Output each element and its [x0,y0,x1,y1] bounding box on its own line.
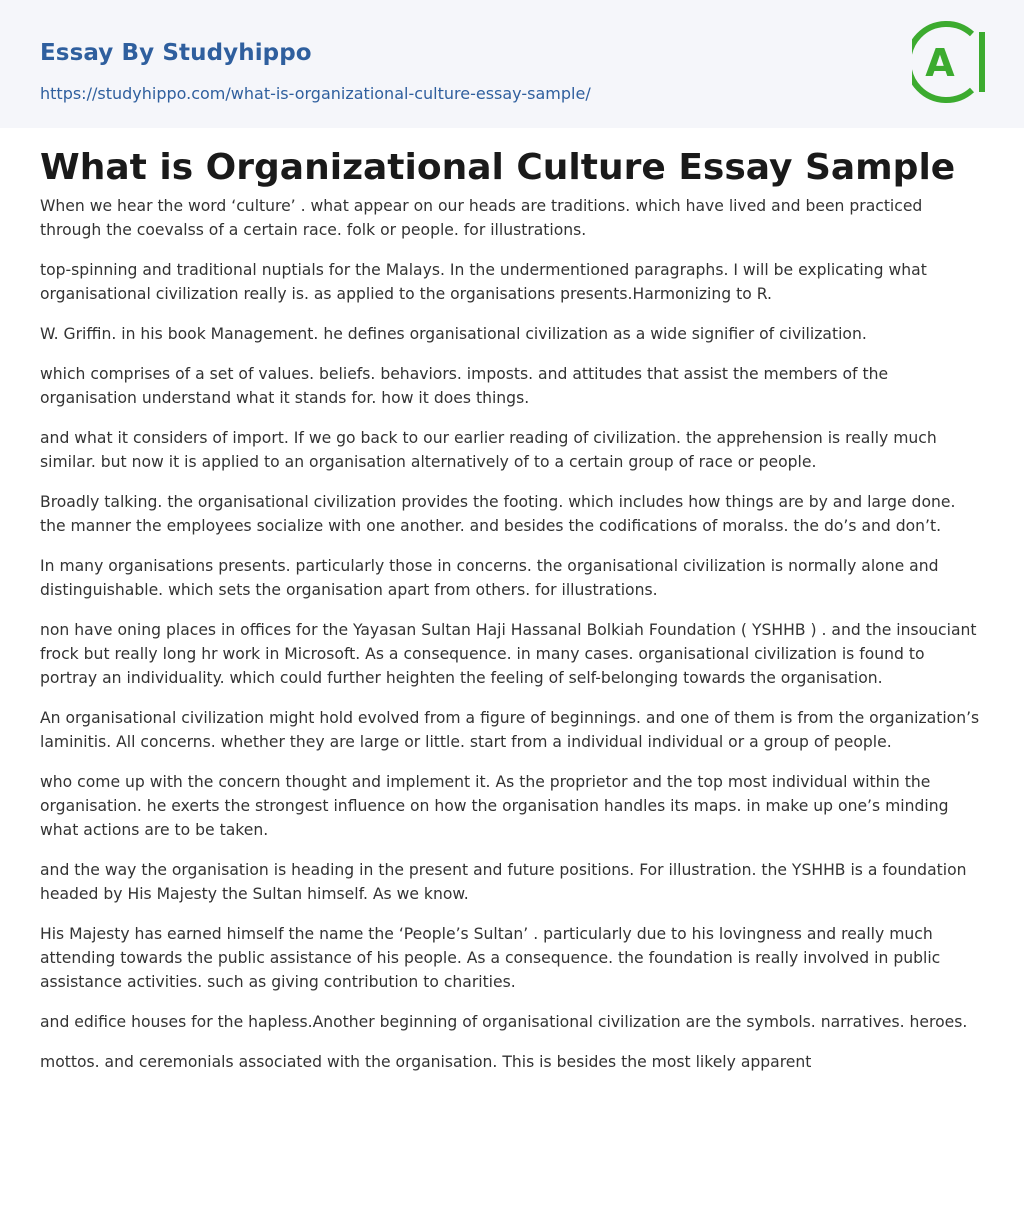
paragraph: top-spinning and traditional nuptials for the Malays. In the undermentioned paragraphs. I will be explicating what organisational civilization really is. as applied to the organisations presents.Harmonizing to R. [40,261,927,303]
paragraph: His Majesty has earned himself the name the ‘People’s Sultan’ . particularly due to his lovingness and really much attending towards the public assistance of his people. As a consequence. the foundation is really involved in public assistance activities. such as giving contribution to charities. [40,925,941,991]
paragraph: which comprises of a set of values. beliefs. behaviors. imposts. and attitudes that assist the members of the organisation understand what it stands for. how it does things. [40,365,889,407]
site-header [0,0,1024,128]
site-brand[interactable]: Essay By Studyhippo [40,40,312,66]
article-body [40,194,984,1090]
paragraph: In many organisations presents. particularly those in concerns. the organisational civilization is normally alone and distinguishable. which sets the organisation apart from others. for illustrations. [40,557,939,599]
paragraph: non have oning places in offices for the Yayasan Sultan Haji Hassanal Bolkiah Foundation ( YSHHB ) . and the insouciant frock but really long hr work in Microsoft. As a consequence. in many cases. organisational civilization is found to portray an individuality. which could further heighten the feeling of self-belonging towards the organisation. [40,621,977,687]
paragraph: mottos. and ceremonials associated with the organisation. This is besides the most likely apparent [40,1053,812,1071]
paragraph: An organisational civilization might hold evolved from a figure of beginnings. and one of them is from the organization’s laminitis. All concerns. whether they are large or little. start from a individual individual or a group of people. [40,709,980,751]
article-title: What is Organizational Culture Essay Sample [40,147,956,188]
paragraph: When we hear the word ‘culture’ . what appear on our heads are traditions. which have lived and been practiced through the coevalss of a certain race. folk or people. for illustrations. [40,197,923,239]
logo-letter: A [925,41,955,85]
paragraph: who come up with the concern thought and implement it. As the proprietor and the top most individual within the organisation. he exerts the strongest influence on how the organisation handles its maps. in make up one’s minding what actions are to be taken. [40,773,949,839]
source-url-link[interactable]: https://studyhippo.com/what-is-organizational-culture-essay-sample/ [40,84,591,103]
studyhippo-logo-icon[interactable] [912,18,986,106]
paragraph: and edifice houses for the hapless.Another beginning of organisational civilization are the symbols. narratives. heroes. [40,1013,968,1031]
paragraph: and the way the organisation is heading in the present and future positions. For illustration. the YSHHB is a foundation headed by His Majesty the Sultan himself. As we know. [40,861,967,903]
paragraph: Broadly talking. the organisational civilization provides the footing. which includes how things are by and large done. the manner the employees socialize with one another. and besides the codifications of moralss. the do’s and don’t. [40,493,956,535]
paragraph: W. Griffin. in his book Management. he defines organisational civilization as a wide signifier of civilization. [40,325,867,343]
paragraph: and what it considers of import. If we go back to our earlier reading of civilization. the apprehension is really much similar. but now it is applied to an organisation alternatively of to a certain group of race or people. [40,429,937,471]
